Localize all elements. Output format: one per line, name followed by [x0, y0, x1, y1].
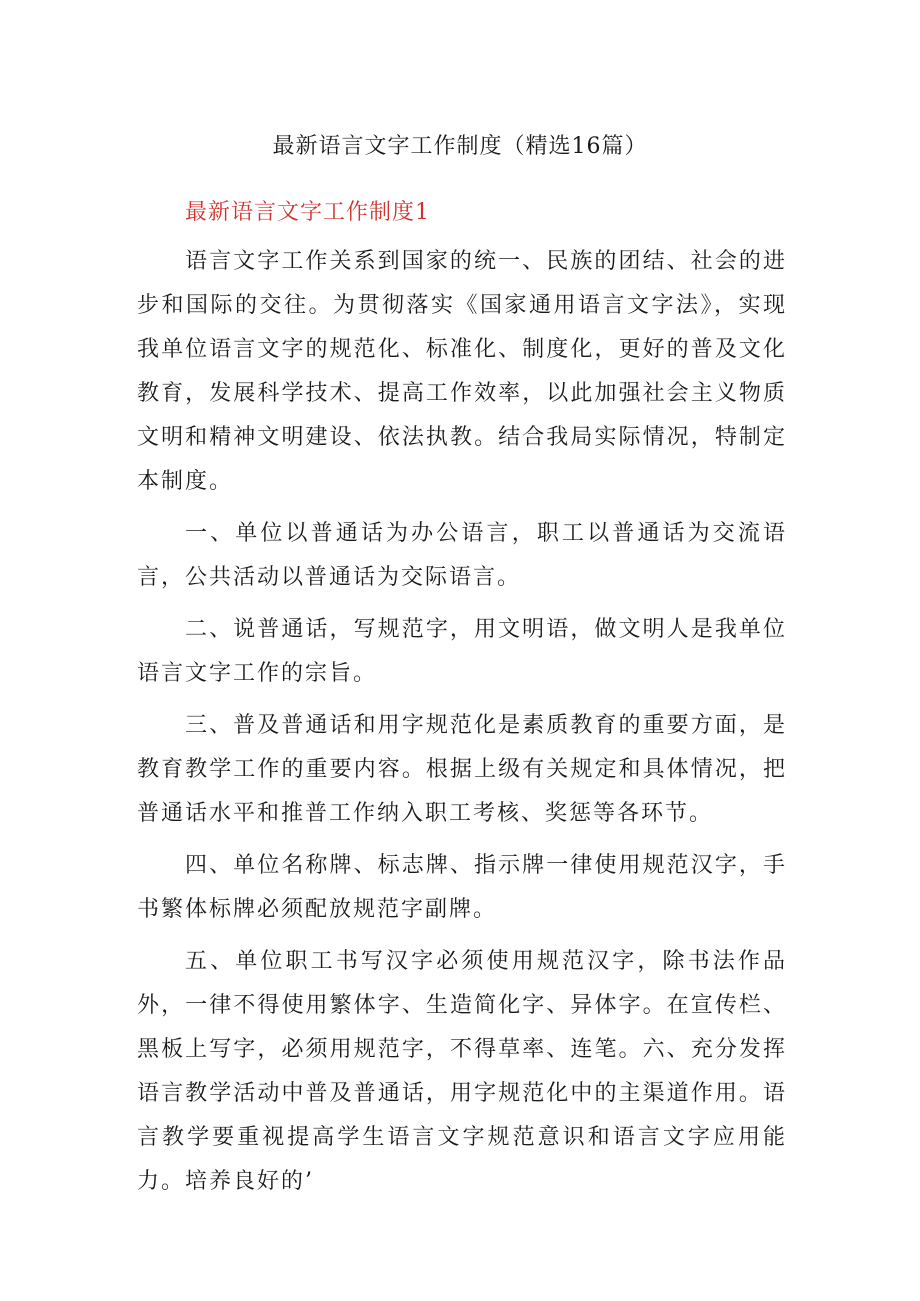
- paragraph-rule-5: 五、单位职工书写汉字必须使用规范汉字，除书法作品外，一律不得使用繁体字、生造简化字、异体字。在宣传栏、黑板上写字，必须用规范字，不得草率、连笔。六、充分发挥语言教学活动中普及普通话，用字规范化中的主渠道作用。语言教学要重视提高学生语言文字规范意识和语言文字应用能力。培养良好的’: [137, 949, 787, 1194]
- paragraph-rule-3: 三、普及普通话和用字规范化是素质教育的重要方面，是教育教学工作的重要内容。根据上级有关规定和具体情况，把普通话水平和推普工作纳入职工考核、奖惩等各环节。: [137, 713, 787, 826]
- section-heading: 最新语言文字工作制度1: [185, 200, 430, 225]
- paragraph-intro: 语言文字工作关系到国家的统一、民族的团结、社会的进步和国际的交往。为贯彻落实《国家通用语言文字法》，实现我单位语言文字的规范化、标准化、制度化，更好的普及文化教育，发展科学技术、提高工作效率，以此加强社会主义物质文明和精神文明建设、依法执教。结合我局实际情况，特制定本制度。: [137, 249, 787, 494]
- paragraph-rule-4: 四、单位名称牌、标志牌、指示牌一律使用规范汉字，手书繁体标牌必须配放规范字副牌。: [137, 853, 787, 922]
- document-title: 最新语言文字工作制度（精选16篇）: [272, 134, 648, 159]
- document-body: [137, 240, 787, 1212]
- paragraph-rule-1: 一、单位以普通话为办公语言，职工以普通话为交流语言，公共活动以普通话为交际语言。: [137, 521, 787, 590]
- paragraph-rule-2: 二、说普通话，写规范字，用文明语，做文明人是我单位语言文字工作的宗旨。: [137, 617, 787, 686]
